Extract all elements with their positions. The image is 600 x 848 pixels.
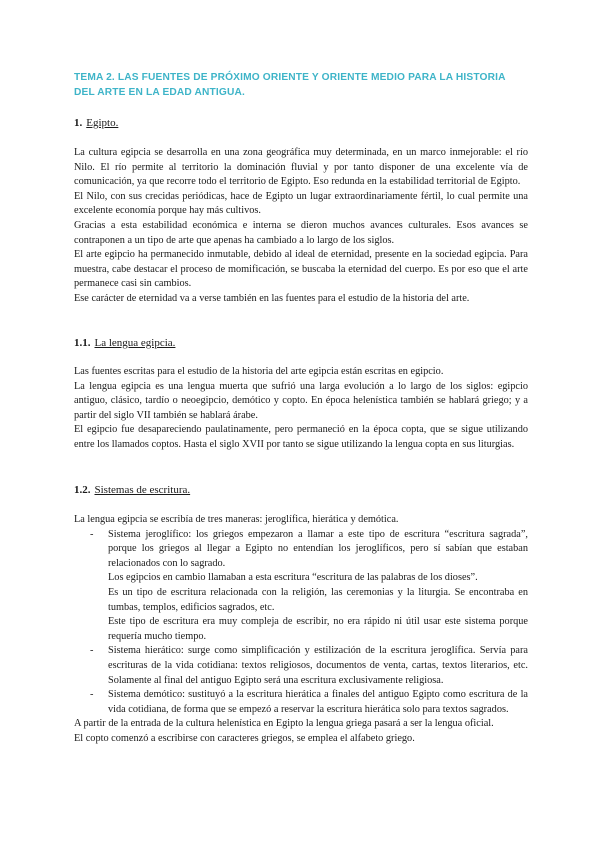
list-item [74, 528, 528, 645]
paragraph: El egipcio fue desapareciendo paulatinamente, pero permaneció en la época copta, que se sigue utilizando entre los llamados coptos. Hasta el siglo XVII por tanto se sigue utilizando la lengua copta en sus liturgias. [74, 424, 528, 450]
section-1-1-title: La lengua egipcia. [94, 337, 176, 349]
paragraph: El arte egipcio ha permanecido inmutable, debido al ideal de eternidad, presente en la sociedad egipcia. Para muestra, cabe destacar el proceso de momificación, se buscaba la eternidad del cuerpo. Es por eso que el arte permanece casi sin cambios. [74, 249, 528, 290]
paragraph: - Sistema demótico: sustituyó a la escritura hierática a finales del antiguo Egipto como escritura de la vida cotidiana, de forma que se empezó a reservar la escritura hierática solo para textos sagrados. [108, 689, 528, 715]
section-1-2-title: Sistemas de escritura. [94, 484, 191, 496]
paragraph: Gracias a esta estabilidad económica e interna se dieron muchos avances culturales. Esos avances se contraponen a un tipo de arte que apenas ha cambiado a lo largo de los siglos. [74, 219, 528, 246]
section-1-heading [74, 116, 118, 131]
paragraph: La cultura egipcia se desarrolla en una zona geográfica muy determinada, en un marco inmejorable: el río Nilo. El río permite al territorio la dominación fluvial y por tanto disponer de una excelente vía de comunicación, ya que recorre todo el territorio de Egipto. Eso redunda en la estabilidad territorial de Egipto. [74, 147, 528, 188]
writing-systems-list [74, 528, 528, 718]
section-1-title: Egipto. [86, 117, 119, 129]
paragraph: - Sistema hierático: surge como simplificación y estilización de la escritura jeroglífica. Servía para escrituras de la vida cotidiana: textos religiosos, documentos de venta, cartas, textos literarios, etc. Solamente al final del antiguo Egipto será una escritura exclusivamente religiosa. [108, 645, 528, 686]
paragraph: El Nilo, con sus crecidas periódicas, hace de Egipto un lugar extraordinariamente fértil, lo cual permite una excelente economía porque hay más cultivos. [74, 190, 528, 217]
paragraph: Es un tipo de escritura relacionada con la religión, las ceremonias y la liturgia. Se encontraba en tumbas, templos, edificios sagrados, etc. [108, 586, 528, 613]
paragraph: A partir de la entrada de la cultura helenística en Egipto la lengua griega pasará a ser la lengua oficial. [74, 718, 494, 730]
section-1-number: 1. [74, 117, 83, 129]
section-1-body [74, 146, 528, 307]
section-1-1-heading [74, 336, 175, 351]
paragraph: El copto comenzó a escribirse con caracteres griegos, se emplea el alfabeto griego. [74, 732, 415, 744]
paragraph: Las fuentes escritas para el estudio de la historia del arte egipcia están escritas en egipcio. [74, 366, 444, 377]
paragraph: La lengua egipcia se escribía de tres maneras: jeroglífica, hierática y demótica. [74, 514, 399, 525]
list-item [74, 688, 528, 717]
document-title: TEMA 2. LAS FUENTES DE PRÓXIMO ORIENTE Y ORIENTE MEDIO PARA LA HISTORIA DEL ARTE EN LA EDAD ANTIGUA. [74, 72, 506, 98]
paragraph: Los egipcios en cambio llamaban a esta escritura “escritura de las palabras de los dioses”. [108, 572, 478, 584]
paragraph: - Sistema jeroglífico: los griegos empezaron a llamar a este tipo de escritura “escritura sagrada”, porque los griegos al llegar a Egipto no entendían los jeroglíficos, pero sí sabían que estaban relacionados con lo sagrado. [108, 528, 528, 569]
section-1-2-number: 1.2. [74, 484, 91, 496]
section-1-1-body [74, 365, 528, 453]
paragraph: La lengua egipcia es una lengua muerta que sufrió una larga evolución a lo largo de los siglos: egipcio antiguo, clásico, tardío o neoegipcio, demótico y copto. En época helenística también se hablará griego; y a partir del siglo VII también se hablará árabe. [74, 380, 528, 421]
section-1-2-heading [74, 483, 190, 498]
paragraph: Este tipo de escritura era muy compleja de escribir, no era rápido ni útil usar este sistema porque requería mucho tiempo. [108, 616, 528, 642]
section-1-2-body [74, 513, 528, 747]
list-item [74, 644, 528, 688]
section-1-1-number: 1.1. [74, 337, 91, 349]
paragraph: Ese carácter de eternidad va a verse también en las fuentes para el estudio de la historia del arte. [74, 292, 470, 304]
